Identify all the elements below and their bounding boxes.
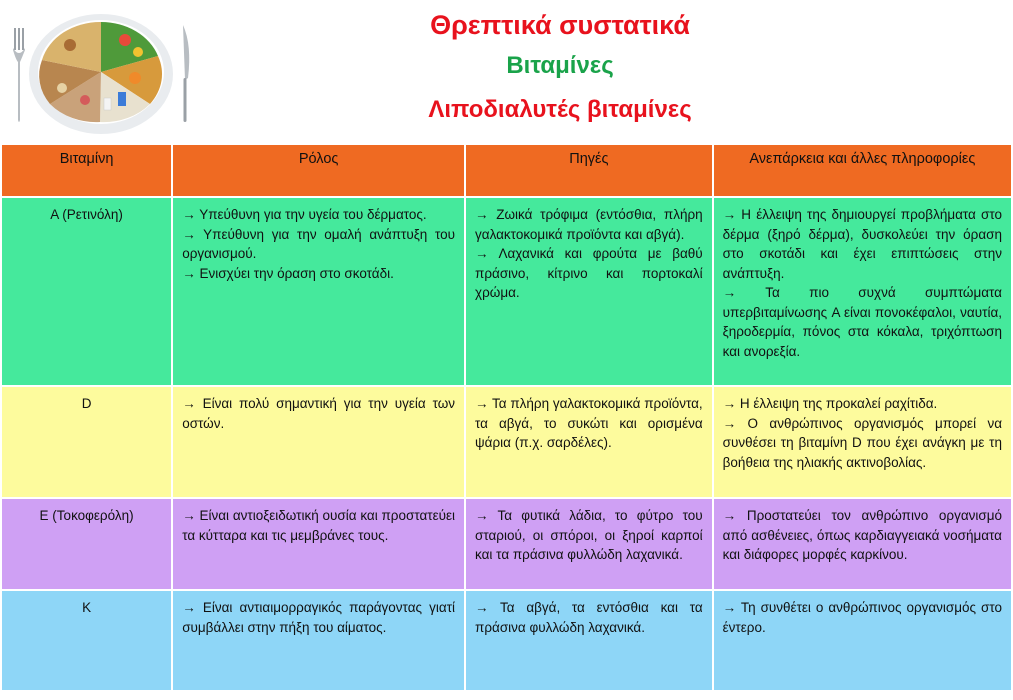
role-line: → Υπεύθυνη για την ομαλή ανάπτυξη του οργανισμού.: [182, 226, 456, 261]
sources-cell: [465, 590, 713, 691]
sources-line: → Τα πλήρη γαλακτοκομικά προϊόντα, τα αβγά, το συκώτι και ορισμένα ψάρια (π.χ. σαρδέλες).: [475, 396, 703, 450]
sources-line: → Τα φυτικά λάδια, το φύτρο του σταριού, οι σπόροι, οι ξηροί καρποί και τα πράσινα φυλλώδη λαχανικά.: [475, 508, 703, 562]
header-role: Ρόλος: [172, 144, 465, 197]
info-cell: [713, 386, 1012, 498]
info-cell: [713, 498, 1012, 590]
sources-line: → Λαχανικά και φρούτα με βαθύ πράσινο, κίτρινο και πορτοκαλί χρώμα.: [475, 246, 703, 300]
info-cell: [713, 197, 1012, 386]
sources-line: → Ζωικά τρόφιμα (εντόσθια, πλήρη γαλακτοκομικά προϊόντα και αβγά).: [475, 207, 703, 242]
role-line: → Είναι αντιαιμορραγικός παράγοντας γιατί συμβάλλει στην πήξη του αίματος.: [182, 600, 456, 635]
vitamins-table: [0, 143, 1013, 692]
header-vitamin: Βιταμίνη: [1, 144, 172, 197]
header: [0, 0, 1013, 143]
sources-cell: [465, 386, 713, 498]
sources-cell: [465, 197, 713, 386]
page-subtitle: Βιταμίνες: [506, 52, 614, 79]
food-plate-illustration: [0, 0, 200, 143]
role-line: → Ενισχύει την όραση στο σκοτάδι.: [182, 265, 394, 281]
vitamin-name: K: [1, 590, 172, 691]
page-title: Θρεπτικά συστατικά: [430, 10, 690, 40]
vitamin-name: A (Ρετινόλη): [1, 197, 172, 386]
role-line: → Υπεύθυνη για την υγεία του δέρματος.: [182, 207, 427, 222]
role-line: → Είναι πολύ σημαντική για την υγεία των οστών.: [182, 396, 456, 431]
table-row-vitamin-k: [1, 590, 1012, 691]
table-row-vitamin-d: [1, 386, 1012, 498]
fork-icon: [13, 28, 25, 122]
role-cell: [172, 498, 465, 590]
knife-icon: [183, 25, 189, 122]
info-line: → Η έλλειψη της προκαλεί ραχίτιδα.: [722, 396, 938, 411]
vitamin-name: E (Τοκοφερόλη): [1, 498, 172, 590]
sources-cell: [465, 498, 713, 590]
info-line: → Τη συνθέτει ο ανθρώπινος οργανισμός στο έντερο.: [722, 600, 1002, 635]
role-line: → Είναι αντιοξειδωτική ουσία και προστατεύει τα κύτταρα και τις μεμβράνες τους.: [182, 508, 456, 543]
info-line: → Τα πιο συχνά συμπτώματα υπερβιταμίνωσης A είναι πονοκέφαλοι, ναυτία, ξηροδερμία, πόνος στα κόκαλα, τριχόπτωση και ανορεξία.: [722, 285, 1002, 359]
table-row-vitamin-a: [1, 197, 1012, 386]
info-line: → Προστατεύει τον ανθρώπινο οργανισμό από ασθένειες, όπως καρδιαγγειακά νοσήματα και διάφορες μορφές καρκίνου.: [722, 508, 1002, 562]
vitamin-name: D: [1, 386, 172, 498]
role-cell: [172, 590, 465, 691]
info-line: → Ο ανθρώπινος οργανισμός μπορεί να συνθέσει τη βιταμίνη D που έχει ανάγκη με τη βοήθεια της ηλιακής ακτινοβολίας.: [722, 415, 1002, 470]
role-cell: [172, 386, 465, 498]
section-title: Λιποδιαλυτές βιταμίνες: [428, 96, 692, 123]
info-cell: [713, 590, 1012, 691]
table-header-row: [1, 144, 1012, 197]
header-sources: Πηγές: [465, 144, 713, 197]
sources-line: → Τα αβγά, τα εντόσθια και τα πράσινα φυλλώδη λαχανικά.: [475, 600, 703, 635]
table-row-vitamin-e: [1, 498, 1012, 590]
role-cell: [172, 197, 465, 386]
header-info: Ανεπάρκεια και άλλες πληροφορίες: [713, 144, 1012, 197]
info-line: → Η έλλειψη της δημιουργεί προβλήματα στο δέρμα (ξηρό δέρμα), δυσκολεύει την όραση στο σκοτάδι και έχει επιπτώσεις στην ανάπτυξη.: [722, 207, 1002, 281]
food-plate-image: [0, 0, 200, 143]
